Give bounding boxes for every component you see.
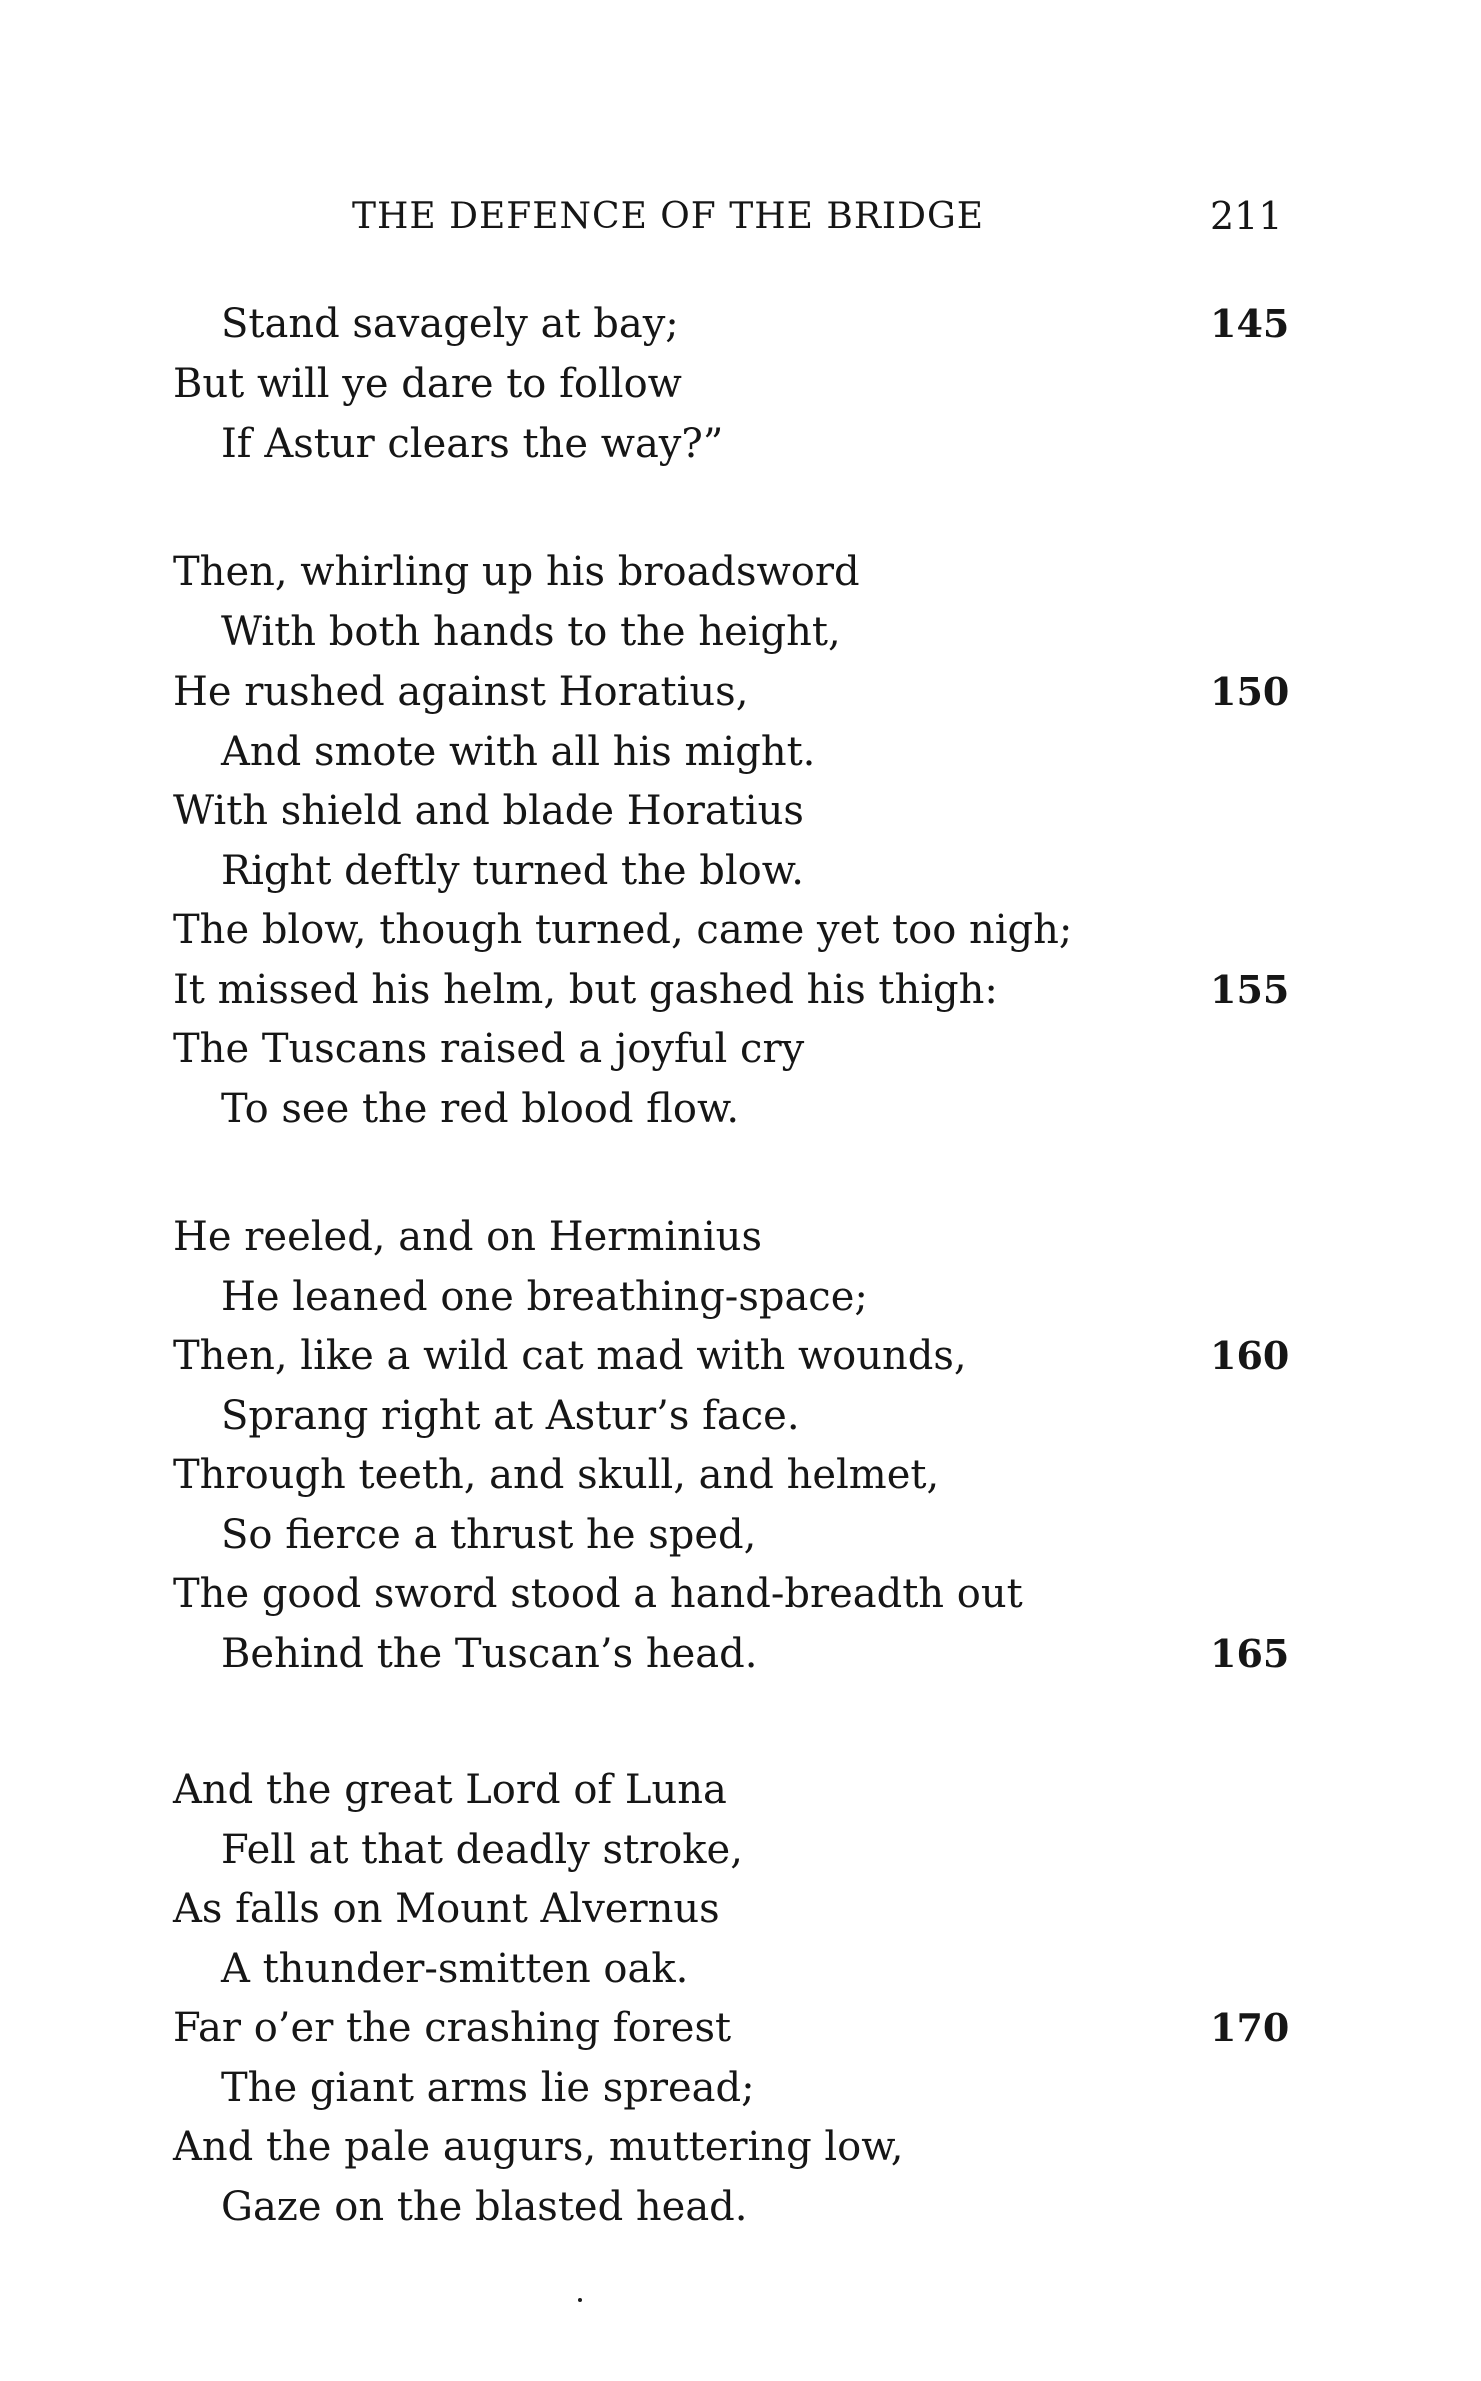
poem-line: Far o’er the crashing forest [173, 2005, 732, 2051]
poem-line: With shield and blade Horatius [173, 788, 804, 834]
line-number: 150 [1210, 669, 1290, 714]
poem-line: If Astur clears the way?” [221, 421, 724, 467]
poem-line: A thunder-smitten oak. [221, 1946, 689, 1992]
poem-line: Sprang right at Astur’s face. [221, 1393, 800, 1439]
poem-line: Stand savagely at bay; [221, 301, 679, 347]
poem-line: And the great Lord of Luna [173, 1767, 727, 1813]
poem-line: And smote with all his might. [221, 729, 816, 775]
poem-line: But will ye dare to follow [173, 361, 682, 407]
poem-line: The blow, though turned, came yet too nigh; [173, 907, 1073, 953]
line-number: 145 [1210, 301, 1290, 346]
page-number: 211 [1210, 194, 1283, 238]
poem-line: As falls on Mount Alvernus [173, 1886, 720, 1932]
poem-line: He leaned one breathing-space; [221, 1274, 868, 1320]
line-number: 170 [1210, 2005, 1290, 2050]
poem-line: Right deftly turned the blow. [221, 848, 804, 894]
poem-line: He rushed against Horatius, [173, 669, 749, 715]
poem-line: He reeled, and on Herminius [173, 1214, 762, 1260]
poem-line: The good sword stood a hand-breadth out [173, 1571, 1023, 1617]
poem-line: And the pale augurs, muttering low, [173, 2124, 904, 2170]
poem-line: Behind the Tuscan’s head. [221, 1631, 758, 1677]
line-number: 155 [1210, 967, 1290, 1012]
poem-line: Fell at that deadly stroke, [221, 1827, 743, 1873]
print-speck [578, 2298, 582, 2302]
line-number: 160 [1210, 1333, 1290, 1378]
poem-line: It missed his helm, but gashed his thigh: [173, 967, 998, 1013]
poem-line: The Tuscans raised a joyful cry [173, 1026, 805, 1072]
poem-line: The giant arms lie spread; [221, 2065, 755, 2111]
running-head: THE DEFENCE OF THE BRIDGE [352, 196, 985, 237]
poem-line: So fierce a thrust he sped, [221, 1512, 757, 1558]
poem-line: Then, like a wild cat mad with wounds, [173, 1333, 967, 1379]
poem-line: To see the red blood flow. [221, 1086, 740, 1132]
line-number: 165 [1210, 1631, 1290, 1676]
poem-line: With both hands to the height, [221, 609, 841, 655]
poem-line: Through teeth, and skull, and helmet, [173, 1452, 940, 1498]
poem-line: Then, whirling up his broadsword [173, 549, 860, 595]
poem-line: Gaze on the blasted head. [221, 2184, 748, 2230]
